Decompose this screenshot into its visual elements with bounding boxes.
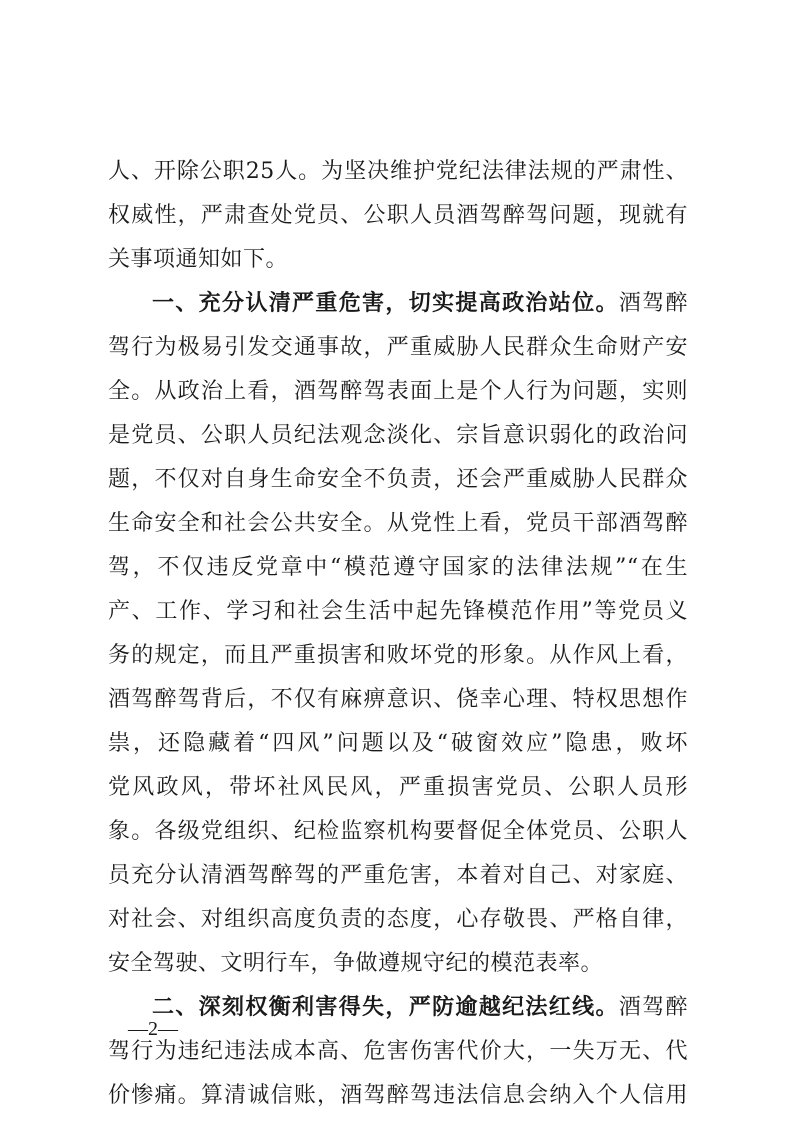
text-line: 生命安全和社会公共安全。从党性上看，党员干部酒驾醉 bbox=[108, 511, 688, 536]
text-line: 党风政风，带坏社风民风，严重损害党员、公职人员形 bbox=[108, 775, 688, 800]
text-line: 全。从政治上看，酒驾醉驾表面上是个人行为问题，实则 bbox=[108, 379, 688, 404]
text-fragment: 酒驾醉 bbox=[618, 291, 688, 316]
text-line: 权威性，严肃查处党员、公职人员酒驾醉驾问题，现就有 bbox=[108, 203, 688, 228]
text-fragment: 酒驾醉 bbox=[618, 995, 688, 1020]
text-line: 象。各级党组织、纪检监察机构要督促全体党员、公职人 bbox=[108, 819, 688, 844]
text-line: 人、开除公职25人。为坚决维护党纪法律法规的严肃性、 bbox=[108, 159, 688, 184]
section-heading-2: 二、深刻权衡利害得失，严防逾越纪法红线。 bbox=[152, 995, 619, 1020]
document-body bbox=[108, 150, 688, 1118]
text-line: 驾，不仅违反党章中“模范遵守国家的法律法规”“在生 bbox=[108, 555, 688, 580]
paragraph-1-first-line bbox=[108, 282, 688, 326]
text-line: 价惨痛。算清诚信账，酒驾醉驾违法信息会纳入个人信用 bbox=[108, 1083, 688, 1108]
text-line: 安全驾驶、文明行车，争做遵规守纪的模范表率。 bbox=[108, 951, 604, 976]
text-line: 酒驾醉驾背后，不仅有麻痹意识、侥幸心理、特权思想作 bbox=[108, 687, 688, 712]
text-line: 务的规定，而且严重损害和败坏党的形象。从作风上看， bbox=[108, 643, 688, 668]
paragraph-2-first-line bbox=[108, 986, 688, 1030]
text-line: 对社会、对组织高度负责的态度，心存敬畏、严格自律， bbox=[108, 907, 688, 932]
text-line: 是党员、公职人员纪法观念淡化、宗旨意识弱化的政治问 bbox=[108, 423, 688, 448]
section-heading-1: 一、充分认清严重危害，切实提高政治站位。 bbox=[152, 291, 619, 316]
text-line: 题，不仅对自身生命安全不负责，还会严重威胁人民群众 bbox=[108, 467, 688, 492]
text-line: 祟，还隐藏着“四风”问题以及“破窗效应”隐患，败坏 bbox=[108, 731, 688, 756]
text-line: 员充分认清酒驾醉驾的严重危害，本着对自己、对家庭、 bbox=[108, 863, 688, 888]
text-line: 驾行为违纪违法成本高、危害伤害代价大，一失万无、代 bbox=[108, 1039, 688, 1064]
text-line: 产、工作、学习和社会生活中起先锋模范作用”等党员义 bbox=[108, 599, 688, 624]
text-line: 驾行为极易引发交通事故，严重威胁人民群众生命财产安 bbox=[108, 335, 688, 360]
text-line: 关事项通知如下。 bbox=[108, 247, 289, 272]
page-number: —2— bbox=[128, 1018, 178, 1040]
